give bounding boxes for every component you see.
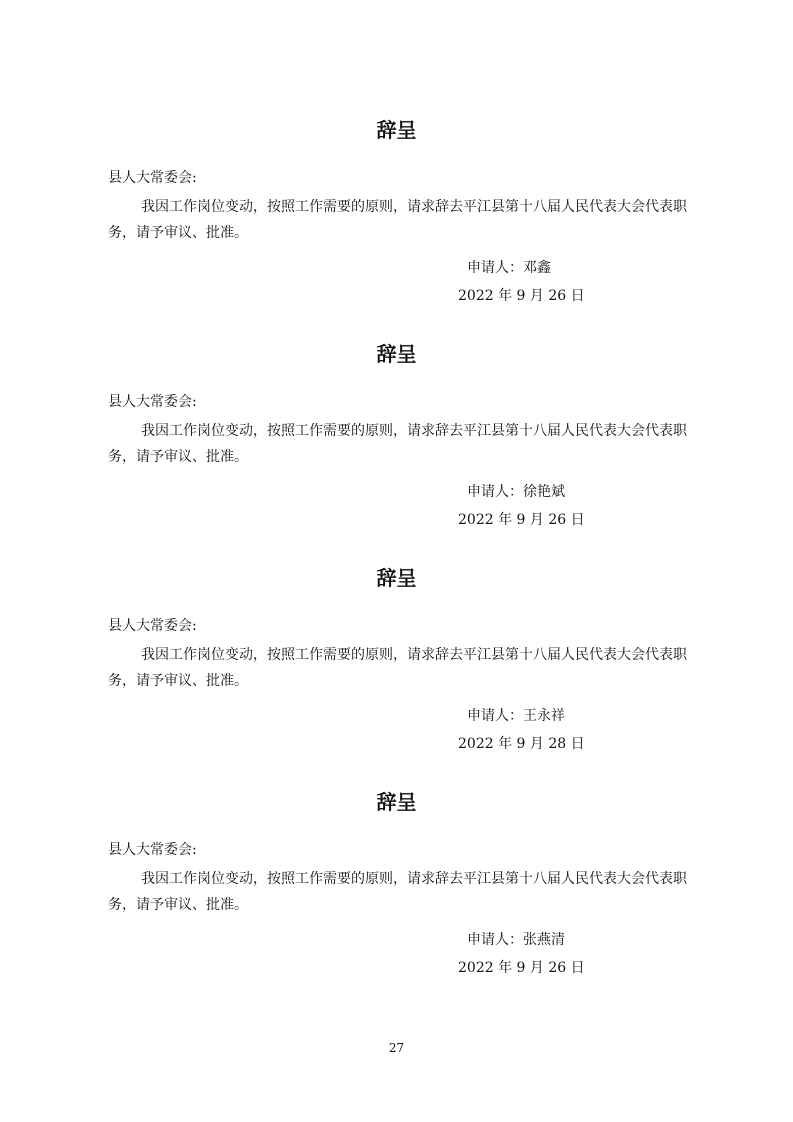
letter-applicant: 申请人：徐艳斌 <box>467 484 565 500</box>
letter-date: 2022 年 9 月 26 日 <box>458 288 585 304</box>
letter-date: 2022 年 9 月 28 日 <box>458 736 585 752</box>
page-number: 27 <box>388 1041 405 1055</box>
letter-applicant: 申请人：王永祥 <box>467 708 565 724</box>
letter-date: 2022 年 9 月 26 日 <box>458 512 585 528</box>
resignation-letter-4 <box>0 788 793 1012</box>
letter-body: 我因工作岗位变动，按照工作需要的原则，请求辞去平江县第十八届人民代表大会代表职务，请予审议、批准。 <box>108 423 687 465</box>
letter-date: 2022 年 9 月 26 日 <box>458 960 585 976</box>
letter-title: 辞呈 <box>376 118 417 142</box>
letter-addressee: 县人大常委会: <box>108 170 197 186</box>
letter-body: 我因工作岗位变动，按照工作需要的原则，请求辞去平江县第十八届人民代表大会代表职务，请予审议、批准。 <box>108 871 687 913</box>
resignation-letter-1 <box>0 116 793 340</box>
letter-title: 辞呈 <box>376 790 417 814</box>
letter-applicant: 申请人：张燕清 <box>467 932 565 948</box>
letter-addressee: 县人大常委会: <box>108 842 197 858</box>
letter-body: 我因工作岗位变动，按照工作需要的原则，请求辞去平江县第十八届人民代表大会代表职务，请予审议、批准。 <box>108 647 687 689</box>
letter-applicant: 申请人：邓鑫 <box>467 260 551 276</box>
resignation-letter-2 <box>0 340 793 564</box>
resignation-letter-3 <box>0 564 793 788</box>
letter-body: 我因工作岗位变动，按照工作需要的原则，请求辞去平江县第十八届人民代表大会代表职务，请予审议、批准。 <box>108 199 687 241</box>
letter-addressee: 县人大常委会: <box>108 394 197 410</box>
letter-title: 辞呈 <box>376 566 417 590</box>
letter-addressee: 县人大常委会: <box>108 618 197 634</box>
letter-title: 辞呈 <box>376 342 417 366</box>
